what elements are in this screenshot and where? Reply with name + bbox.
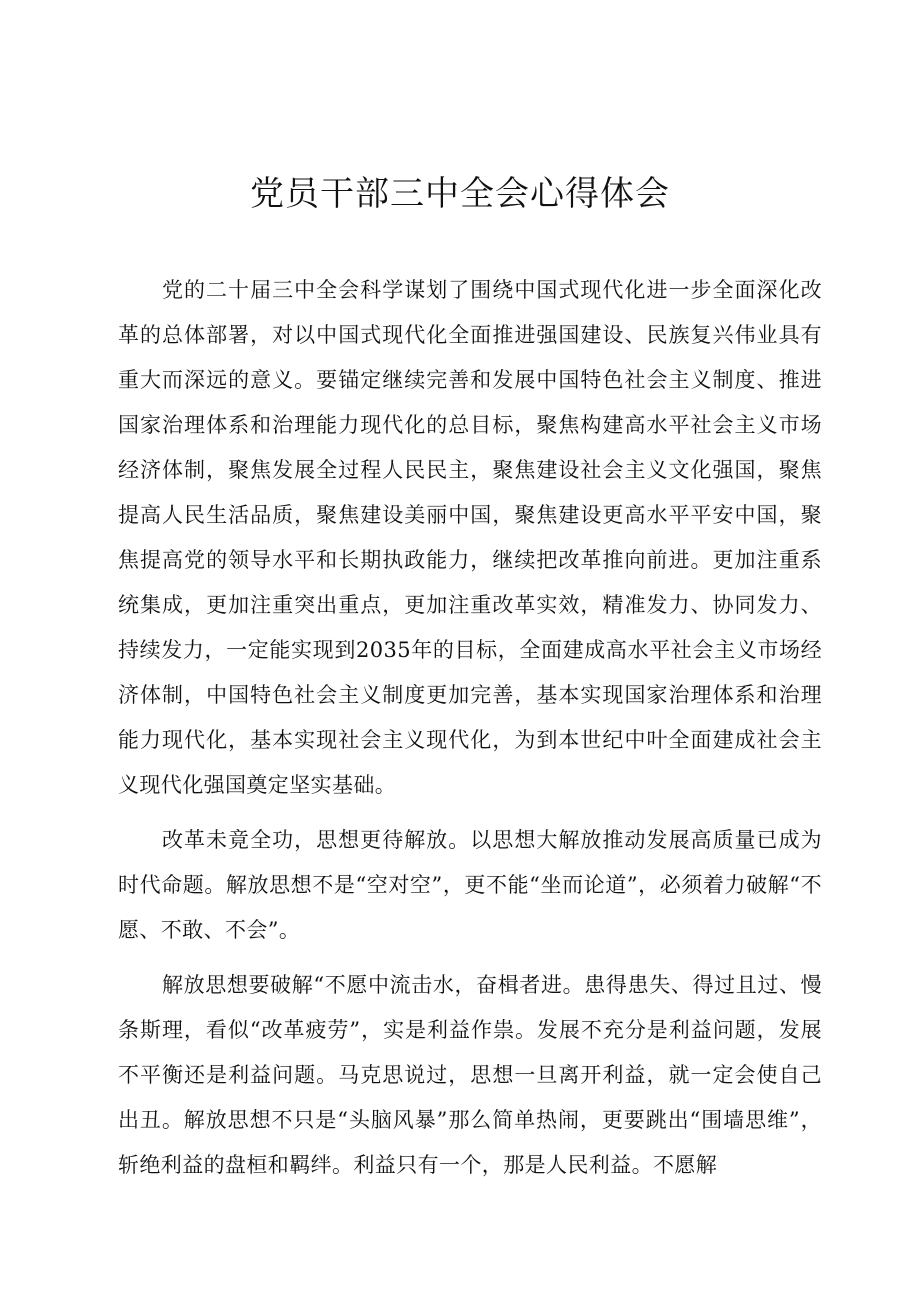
paragraph-3: 解放思想要破解“不愿中流击水，奋楫者进。患得患失、得过且过、慢条斯理，看似“改革疲劳”，实是利益作祟。发展不充分是利益问题，发展不平衡还是利益问题。马克思说过，思想一旦离开利益，就一定会使自己出丑。解放思想不只是“头脑风暴”那么简单热闹，更要跳出“围墙思维”，斩绝利益的盘桓和羁绊。利益只有一个，那是人民利益。不愿解 [118, 973, 822, 1177]
document-title: 党员干部三中全会心得体会 [250, 174, 670, 214]
document-body [118, 268, 822, 1198]
paragraph-1: 党的二十届三中全会科学谋划了围绕中国式现代化进一步全面深化改革的总体部署，对以中国式现代化全面推进强国建设、民族复兴伟业具有重大而深远的意义。要锚定继续完善和发展中国特色社会主义制度、推进国家治理体系和治理能力现代化的总目标，聚焦构建高水平社会主义市场经济体制，聚焦发展全过程人民民主，聚焦建设社会主义文化强国，聚焦提高人民生活品质，聚焦建设美丽中国，聚焦建设更高水平平安中国，聚焦提高党的领导水平和长期执政能力，继续把改革推向前进。更加注重系统集成，更加注重突出重点，更加注重改革实效，精准发力、协同发力、持续发力，一定能实现到2035年的目标，全面建成高水平社会主义市场经济体制，中国特色社会主义制度更加完善，基本实现国家治理体系和治理能力现代化，基本实现社会主义现代化，为到本世纪中叶全面建成社会主义现代化强国奠定坚实基础。 [118, 278, 822, 797]
paragraph-2: 改革未竟全功，思想更待解放。以思想大解放推动发展高质量已成为时代命题。解放思想不是“空对空”，更不能“坐而论道”，必须着力破解“不愿、不敢、不会”。 [118, 828, 822, 942]
